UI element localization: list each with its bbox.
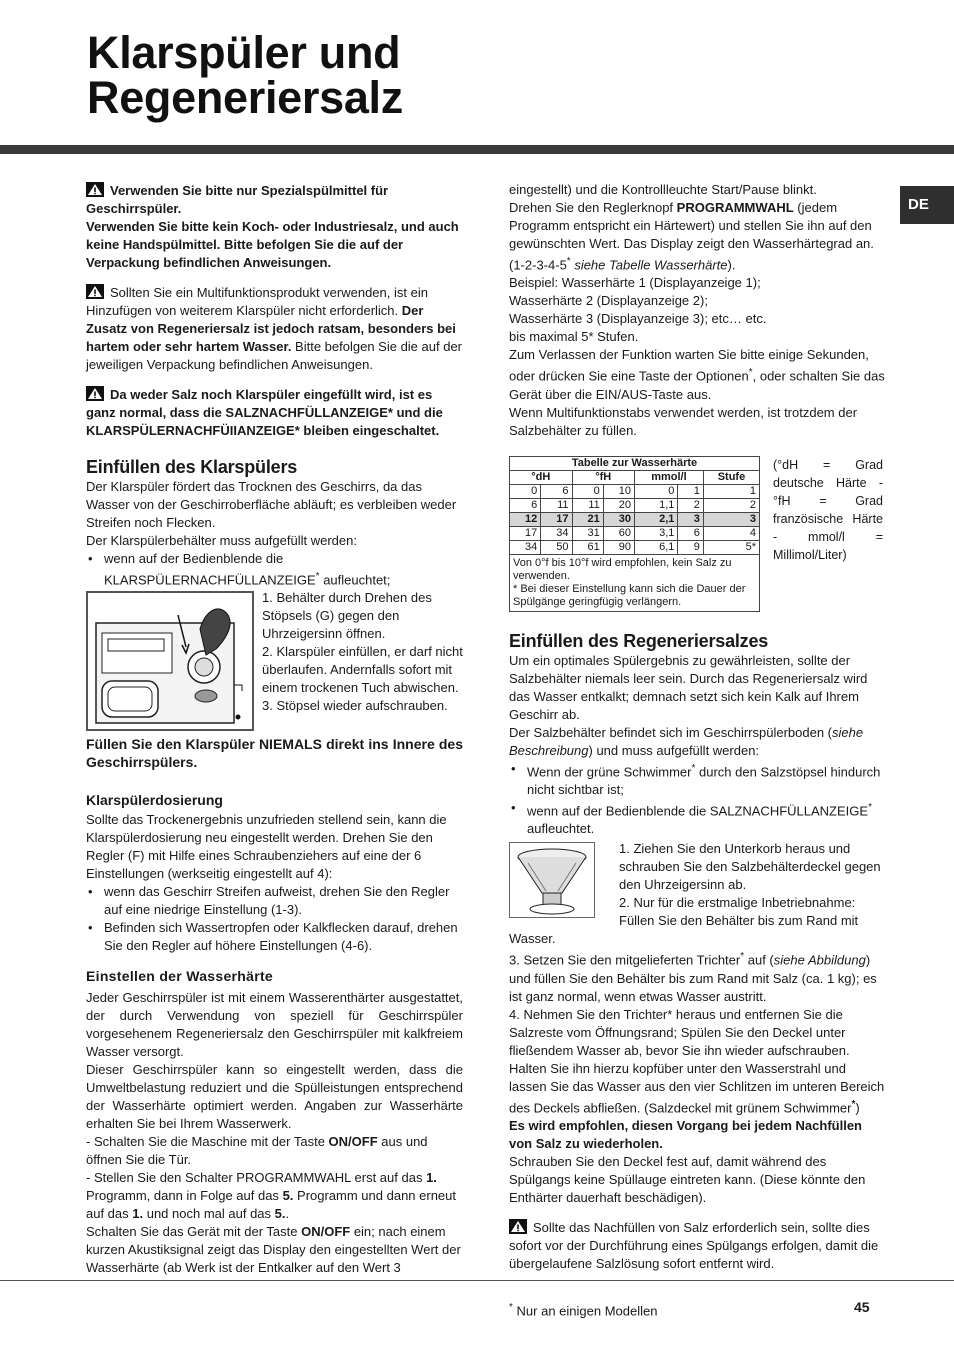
step-3: 3. Stöpsel wieder aufschrauben.: [262, 698, 448, 714]
table-cell: 4: [703, 526, 759, 540]
s-step3-c: siehe Abbildung: [773, 952, 866, 968]
wasserhaerte-paragraph-1: Jeder Geschirrspüler ist mit einem Wasserenthärter ausgestattet, der durch Verwendung von speziell für Geschirrspüler vorgesehenem Regeneriersalz den Geschirrspüler mit kalkfreiem Wasser versorgt.: [86, 990, 463, 1060]
s-bul1-b: durch den Salzstöpsel hindurch nicht sichtbar ist;: [527, 763, 881, 797]
heading-wasserhaerte: Einstellen der Wasserhärte: [86, 968, 274, 985]
warning-2-text-b: Der Zusatz von Regeneriersalz ist jedoch ratsam, besonders bei hartem oder sehr hartem Wasser.: [86, 303, 456, 354]
wh-step2-g: und noch mal auf das: [143, 1206, 275, 1222]
table-row: [510, 484, 760, 498]
table-header: mmol/l: [635, 470, 704, 484]
table-cell: 21: [572, 512, 603, 526]
table-cell: 2: [703, 498, 759, 512]
wasserhaerte-step-3: [86, 1223, 463, 1277]
warning-1: [86, 182, 463, 272]
salz-step-2: 2. Nur für die erstmalige Inbetriebnahme: Füllen Sie den Behälter bis zum Rand mit Wasser.: [509, 895, 859, 947]
heading-klarspueler: Einfüllen des Klarspülers: [86, 457, 298, 477]
wasserhaerte-step-2: [86, 1169, 463, 1223]
language-tab: DE: [900, 186, 954, 224]
page-number: 45: [854, 1299, 870, 1315]
table-cell: 6: [541, 484, 572, 498]
s-p2-c: ) und muss aufgefüllt werden:: [588, 742, 760, 758]
table-cell: 2,1: [635, 512, 678, 526]
header-rule: [0, 145, 954, 154]
s-bul1-a: Wenn der grüne Schwimmer: [527, 763, 692, 779]
warning-3: [86, 386, 463, 440]
page-title: [87, 27, 403, 123]
salz-recommendation: Es wird empfohlen, diesen Vorgang bei jedem Nachfüllen von Salz zu wiederholen.: [509, 1117, 862, 1151]
wh-step2-d: 5.: [282, 1188, 294, 1204]
salz-step-3: 3. Setzen Sie den mitgelieferten Trichter* auf (siehe Abbildung) und füllen Sie den Behälter bis zum Rand mit Salz (ca. 1 kg); es ist ganz normal, wenn etwas Wasser austritt.: [509, 951, 877, 1004]
dispenser-drawing: [88, 593, 252, 729]
table-cell: 9: [678, 540, 704, 554]
funnel-drawing: [510, 843, 594, 917]
salz-bullet-1: • Wenn der grüne Schwimmer* durch den Salzstöpsel hindurch nicht sichtbar ist;: [509, 760, 886, 799]
r-p7-b: , oder schalten Sie das Gerät über die EIN/AUS-Taste aus.: [509, 368, 885, 402]
warning-3-text: Da weder Salz noch Klarspüler eingefüllt wird, ist es ganz normal, dass die SALZNACHFÜLLANZEIGE* und die KLARSPÜLERNACHFÜIIANZEIGE* bleiben eingeschaltet.: [86, 387, 443, 438]
wasserhaerte-paragraph-2: Dieser Geschirrspüler kann so eingestellt werden, dass die Umweltbelastung reduziert und die Spülleistungen entsprechend der Wasserhärte optimiert werden. Angaben zur Wasserhärte erhalten Sie bei Ihrem Wasserwerk.: [86, 1062, 463, 1132]
wh-step2-a: - Stellen Sie den Schalter PROGRAMMWAHL erst auf das: [86, 1170, 427, 1186]
right-paragraph-3: Beispiel: Wasserhärte 1 (Displayanzeige 1);: [509, 275, 761, 291]
warning-2-text-a: Sollten Sie ein Multifunktionsprodukt verwenden, ist ein Hinzufügen von weiterem Klarspüler nicht erforderlich.: [86, 285, 428, 318]
table-cell: 0: [572, 484, 603, 498]
wh-step2-c: Programm, dann in Folge auf das: [86, 1188, 283, 1204]
wh-step1-c: aus und öffnen Sie die Tür.: [86, 1134, 428, 1168]
table-cell: 6: [510, 498, 541, 512]
klar-paragraph-2: Der Klarspülerbehälter muss aufgefüllt werden:: [86, 533, 357, 548]
table-cell: 17: [541, 512, 572, 526]
heading-salz: Einfüllen des Regeneriersalzes: [509, 630, 769, 651]
table-row: [510, 540, 760, 554]
table-cell: 1: [703, 484, 759, 498]
right-column: [509, 181, 886, 1273]
table-cell: 5*: [703, 540, 759, 554]
table-cell: 20: [603, 498, 634, 512]
r-p2-b: PROGRAMMWAHL: [676, 200, 794, 215]
warning-icon: [86, 284, 104, 299]
table-cell: 31: [572, 526, 603, 540]
s-p2-b: siehe Beschreibung: [509, 724, 864, 758]
table-cell: 1,1: [635, 498, 678, 512]
table-row: [510, 526, 760, 540]
warning-icon: [509, 1219, 527, 1234]
s-step3-b: auf (: [744, 952, 774, 968]
step-2: 2. Klarspüler einfüllen, er darf nicht überlaufen. Andernfalls sofort mit einem trockenen Tuch abwischen.: [262, 644, 463, 696]
table-legend: (°dH = Grad deutsche Härte - °fH = Grad französische Härte - mmol/l = Millimol/Liter): [773, 457, 883, 562]
wh-step2-h: 5.: [274, 1206, 286, 1222]
table-cell: 3,1: [635, 526, 678, 540]
table-cell: 11: [541, 498, 572, 512]
r-p7-a: Zum Verlassen der Funktion warten Sie bitte einige Sekunden, oder drücken Sie eine Taste der Optionen: [509, 347, 869, 384]
table-cell: 17: [510, 526, 541, 540]
right-paragraph-2: Drehen Sie den Reglerknopf PROGRAMMWAHL (jedem Programm entspricht ein Härtewert) und stellen Sie ihn auf den gewünschten Wert. Das Display zeigt den Wasserhärtegrad an. (1-2-3-4-5* siehe Tabelle Wasserhärte).: [509, 200, 874, 273]
s-step3-d: ) und füllen Sie den Behälter bis zum Rand mit Salz (ca. 1 kg); es ist ganz normal, wenn etwas Wasser austritt.: [509, 952, 877, 1004]
s-step4-a: 4. Nehmen Sie den Trichter* heraus und entfernen Sie die Salzreste vom Öffnungsrand; Spülen Sie den Deckel unter fließendem Wasser ab, bevor Sie ihn wieder aufschrauben. Halten Sie ihn hierzu kopfüber unter den Wasserstrahl und lassen Sie das Wasser aus den vier Schlitzen im unteren Bereich des Deckels abfließen. (Salzdeckel mit grünem Schwimmer: [509, 1006, 885, 1115]
wh-step1-b: ON/OFF: [328, 1134, 378, 1150]
footnote: * Nur an einigen Modellen: [509, 1302, 658, 1319]
table-cell: 0: [635, 484, 678, 498]
table-header: Stufe: [703, 470, 759, 484]
salz-warning-text: Sollte das Nachfüllen von Salz erforderlich sein, sollte dies sofort vor der Durchführung eines Spülgangs erfolgen, damit die übergelaufene Salzlösung sofort entfernt wird.: [509, 1219, 879, 1271]
right-paragraph-6: bis maximal 5* Stufen.: [509, 329, 639, 345]
table-cell: 34: [510, 540, 541, 554]
heading-dosierung: Klarspülerdosierung: [86, 792, 223, 809]
s-step3-a: 3. Setzen Sie den mitgelieferten Trichter: [509, 952, 741, 968]
salz-paragraph-2: [509, 724, 886, 760]
wh-step2-e: Programm und dann erneut auf das: [86, 1188, 457, 1222]
r-p2-a: Drehen Sie den Reglerknopf: [509, 200, 677, 215]
salz-step-4: 4. Nehmen Sie den Trichter* heraus und entfernen Sie die Salzreste vom Öffnungsrand; Spülen Sie den Deckel unter fließendem Wasser ab, bevor Sie ihn wieder aufschrauben. Halten Sie ihn hierzu kopfüber unter den Wasserstrahl und lassen Sie das Wasser aus den vier Schlitzen im unteren Bereich des Deckels abfließen. (Salzdeckel mit grünem Schwimmer*): [509, 1006, 885, 1115]
right-paragraph-4: Wasserhärte 2 (Displayanzeige 2);: [509, 293, 708, 309]
right-paragraph-7: Zum Verlassen der Funktion warten Sie bitte einige Sekunden, oder drücken Sie eine Taste der Optionen*, oder schalten Sie das Gerät über die EIN/AUS-Taste aus.: [509, 347, 885, 402]
footnote-text: Nur an einigen Modellen: [516, 1303, 658, 1319]
right-paragraph-8: Wenn Multifunktionstabs verwendet werden, ist trotzdem der Salzbehälter zu füllen.: [509, 404, 858, 438]
klar-paragraph-1: Der Klarspüler fördert das Trocknen des Geschirrs, da das Wasser von der Geschirroberfläche abläuft; es verbleiben weder Streifen noch Flecken.: [86, 479, 457, 530]
table-cell: 3: [703, 512, 759, 526]
salz-paragraph-3: Schrauben Sie den Deckel fest auf, damit während des Spülgangs keine Spüllauge eintreten kann. (Diese könnte den Enthärter dauerhaft beschädigen).: [509, 1153, 866, 1205]
table-notes: [510, 554, 760, 611]
wh-step1-a: - Schalten Sie die Maschine mit der Taste: [86, 1134, 329, 1150]
dosierung-paragraph: Sollte das Trockenergebnis unzufrieden stellend sein, kann die Klarspülerdosierung neu eingestellt werden. Drehen Sie den Regler (F) mit Hilfe eines Schraubenziehers auf eine der 6 Einstellungen (werkseitig eingestellt auf 4):: [86, 812, 447, 882]
funnel-figure: [509, 840, 886, 948]
warning-icon: [86, 182, 104, 197]
wh-step3-a: Schalten Sie das Gerät mit der Taste: [86, 1224, 302, 1240]
table-cell: 30: [603, 512, 634, 526]
salz-warning: [509, 1219, 886, 1273]
klar-bullet-1: • wenn auf der Bedienblende die KLARSPÜLERNACHFÜLLANZEIGE* aufleuchtet;: [86, 550, 463, 589]
step-1: 1. Behälter durch Drehen des Stöpsels (G) gegen den Uhrzeigersinn öffnen.: [262, 590, 432, 642]
table-cell: 0: [510, 484, 541, 498]
salt-funnel-illustration: [509, 842, 595, 918]
warning-2: [86, 284, 463, 374]
table-row: [510, 498, 760, 512]
wh-step3-b: ON/OFF: [301, 1224, 351, 1240]
table-cell: 61: [572, 540, 603, 554]
title-line-2: Regeneriersalz: [87, 72, 403, 123]
salz-step-1: 1. Ziehen Sie den Unterkorb heraus und schrauben Sie den Salzbehälterdeckel gegen den Uhrzeigersinn ab.: [619, 841, 881, 893]
wh-step2-f: 1.: [132, 1206, 144, 1222]
table-cell: 3: [678, 512, 704, 526]
table-note-1: Von 0°f bis 10°f wird empfohlen, kein Salz zu verwenden.: [513, 556, 732, 582]
klar-bullet-1-tail: aufleuchtet;: [319, 572, 391, 588]
klarspueler-figure: [86, 589, 463, 733]
table-note-2: * Bei dieser Einstellung kann sich die Dauer der Spülgänge geringfügig verlängern.: [513, 582, 746, 608]
dosierung-bullet-2: • Befinden sich Wassertropfen oder Kalkflecken darauf, drehen Sie den Regler auf höhere Einstellungen (4-6).: [86, 919, 463, 955]
table-cell: 12: [510, 512, 541, 526]
table-cell: 11: [572, 498, 603, 512]
warning-1-text: Verwenden Sie bitte nur Spezialspülmittel für Geschirrspüler.: [86, 183, 389, 216]
wasserhaerte-step-1: [86, 1133, 463, 1169]
table-cell: 2: [678, 498, 704, 512]
table-cell: 1: [678, 484, 704, 498]
table-header: °dH: [510, 470, 573, 484]
r-p2-c: (jedem Programm entspricht ein Härtewert) und stellen Sie ihn auf den gewünschten Wert. Das Display zeigt den Wasserhärtegrad an. (1-2-3-4-5: [509, 200, 874, 273]
salz-bullet-2: • wenn auf der Bedienblende die SALZNACHFÜLLANZEIGE* aufleuchtet.: [509, 799, 886, 838]
hardness-table-block: [509, 456, 886, 612]
title-line-1: Klarspüler und: [87, 27, 401, 78]
table-title: Tabelle zur Wasserhärte: [510, 456, 760, 470]
table-cell: 6,1: [635, 540, 678, 554]
table-cell: 90: [603, 540, 634, 554]
right-paragraph-5: Wasserhärte 3 (Displayanzeige 3); etc… etc.: [509, 311, 767, 327]
table-cell: 34: [541, 526, 572, 540]
r-p2-e: ).: [727, 257, 736, 273]
table-header: °fH: [572, 470, 635, 484]
wh-step3-c: ein; nach einem kurzen Akustiksignal zeigt das Display den eingestellten Wert der Wasserhärte (ab Werk ist der Entkalker auf den Wert 3: [86, 1224, 461, 1276]
s-bul2-a: wenn auf der Bedienblende die SALZNACHFÜLLANZEIGE: [527, 803, 869, 819]
s-step4-b: ): [855, 1099, 860, 1115]
table-cell: 10: [603, 484, 634, 498]
warning-1-text-2: Verwenden Sie bitte kein Koch- oder Industriesalz, und auch keine Handspülmittel. Bitte befolgen Sie die auf der Verpackung befindlichen Anweisungen.: [86, 219, 459, 270]
warning-icon: [86, 386, 104, 401]
dosierung-bullet-1: • wenn das Geschirr Streifen aufweist, drehen Sie den Regler auf eine niedrige Einstellung (1-3).: [86, 883, 463, 919]
niemals-warning: Füllen Sie den Klarspüler NIEMALS direkt ins Innere des Geschirrspülers.: [86, 736, 463, 771]
table-cell: 60: [603, 526, 634, 540]
left-column: [86, 182, 463, 1277]
warning-2-text-c: Bitte befolgen Sie die auf der jeweiligen Verpackung befindlichen Anweisungen.: [86, 339, 462, 372]
s-bul2-b: aufleuchtet.: [527, 821, 595, 837]
rinse-aid-dispenser-illustration: [86, 591, 254, 731]
footer-rule: [0, 1280, 954, 1281]
wh-step2-b: 1.: [426, 1170, 437, 1186]
r-p2-d: siehe Tabelle Wasserhärte: [570, 257, 728, 273]
right-paragraph-1: eingestellt) und die Kontrollleuchte Start/Pause blinkt.: [509, 182, 817, 197]
klar-bullet-1-text: wenn auf der Bedienblende die KLARSPÜLERNACHFÜLLANZEIGE: [104, 551, 316, 588]
table-cell: 6: [678, 526, 704, 540]
table-cell: 50: [541, 540, 572, 554]
table-row-highlighted: [510, 512, 760, 526]
salz-paragraph-1: Um ein optimales Spülergebnis zu gewährleisten, sollte der Salzbehälter niemals leer sein. Durch das Regeneriersalz wird das Wasser entkalkt; demnach setzt sich kein Kalk auf Ihrem Geschirr ab.: [509, 652, 868, 722]
s-p2-a: Der Salzbehälter befindet sich im Geschirrspülerboden (: [509, 724, 832, 740]
wh-step2-i: .: [285, 1206, 290, 1222]
water-hardness-table: [509, 456, 760, 612]
